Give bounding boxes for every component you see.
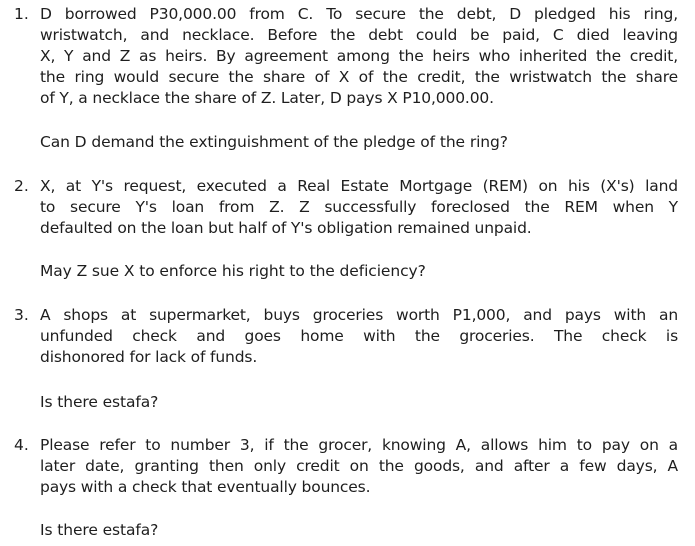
text-line: later date, granting then only credit on the goods, and after a few days, A (40, 457, 678, 475)
text-line: D borrowed P30,000.00 from C. To secure the debt, D pledged his ring, (40, 5, 678, 23)
item-question: Can D demand the extinguishment of the pledge of the ring? (40, 133, 508, 151)
text-line: X, at Y's request, executed a Real Estate Mortgage (REM) on his (X's) land (40, 177, 678, 195)
item-text (40, 4, 678, 109)
text-line: dishonored for lack of funds. (40, 348, 258, 366)
item-question: May Z sue X to enforce his right to the deficiency? (40, 262, 426, 280)
item-text (40, 435, 678, 498)
text-line: X, Y and Z as heirs. By agreement among the heirs who inherited the credit, (40, 47, 678, 65)
text-line: of Y, a necklace the share of Z. Later, D pays X P10,000.00. (40, 89, 494, 107)
text-line: pays with a check that eventually bounces. (40, 478, 371, 496)
item-number: 2. (14, 177, 29, 195)
item-question: Is there estafa? (40, 521, 159, 539)
item-number: 3. (14, 306, 29, 324)
item-number: 4. (14, 436, 29, 454)
item-question: Is there estafa? (40, 393, 159, 411)
item-text (40, 176, 678, 239)
text-line: unfunded check and goes home with the groceries. The check is (40, 327, 678, 345)
text-line: defaulted on the loan but half of Y's obligation remained unpaid. (40, 219, 532, 237)
text-line: Please refer to number 3, if the grocer, knowing A, allows him to pay on a (40, 436, 678, 454)
text-line: wristwatch, and necklace. Before the debt could be paid, C died leaving (40, 26, 678, 44)
text-line: A shops at supermarket, buys groceries worth P1,000, and pays with an (40, 306, 678, 324)
item-text (40, 305, 678, 368)
text-line: the ring would secure the share of X of the credit, the wristwatch the share (40, 68, 678, 86)
text-line: to secure Y's loan from Z. Z successfully foreclosed the REM when Y (40, 198, 678, 216)
item-number: 1. (14, 5, 29, 23)
